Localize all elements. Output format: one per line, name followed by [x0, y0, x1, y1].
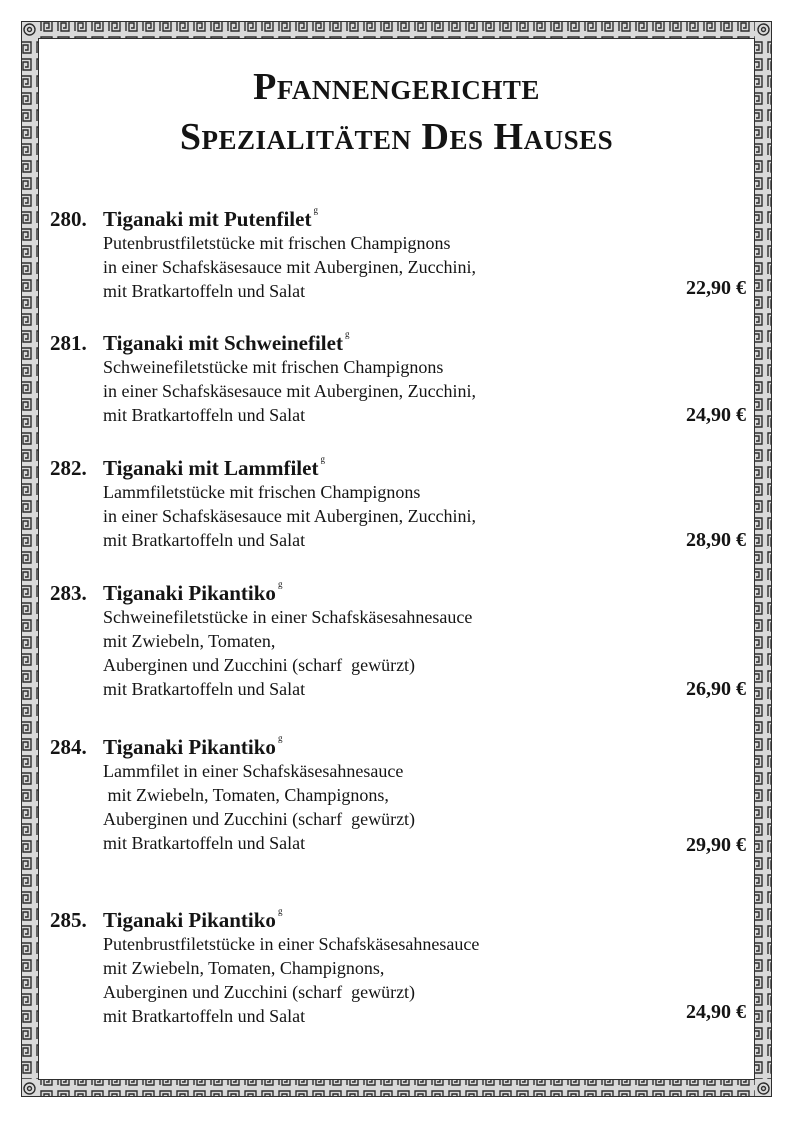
dish-price: 24,90 €: [686, 1001, 746, 1023]
description-line: Auberginen und Zucchini (scharf gewürzt): [103, 655, 416, 675]
description-line: mit Zwiebeln, Tomaten, Champignons,: [103, 958, 385, 978]
dish-description: [103, 480, 750, 552]
dish-number: 281.: [50, 331, 87, 355]
description-line: Lammfiletstücke mit frischen Champignons: [103, 482, 421, 502]
dish-heading: [50, 322, 750, 355]
dish-heading: [50, 899, 750, 932]
description-line: mit Bratkartoffeln und Salat: [103, 281, 306, 301]
dish-number: 284.: [50, 735, 87, 759]
allergen-note: g: [320, 454, 325, 464]
description-line: Putenbrustfiletstücke in einer Schafskäsesahnesauce: [103, 934, 480, 954]
dish-number: 285.: [50, 908, 87, 932]
dish-description: [103, 932, 750, 1028]
dish-description: [103, 355, 750, 427]
dish-description: [103, 605, 750, 701]
menu-item: [50, 322, 750, 427]
description-line: Auberginen und Zucchini (scharf gewürzt): [103, 809, 416, 829]
menu-item: [50, 572, 750, 701]
allergen-note: g: [344, 329, 350, 339]
description-line: mit Zwiebeln, Tomaten, Champignons,: [103, 785, 389, 805]
menu-item: [50, 899, 750, 1028]
dish-price: 24,90 €: [686, 404, 746, 426]
dish-name: Tiganaki mit Putenfilet: [103, 207, 312, 231]
allergen-note: g: [277, 733, 283, 743]
description-line: in einer Schafskäsesauce mit Auberginen, Zucchini,: [103, 506, 477, 526]
dish-heading: [50, 726, 750, 759]
allergen-note: g: [277, 579, 283, 589]
menu-item: [50, 726, 750, 855]
description-line: in einer Schafskäsesauce mit Auberginen, Zucchini,: [103, 381, 477, 401]
description-line: Schweinefiletstücke in einer Schafskäsesahnesauce: [103, 607, 473, 627]
allergen-note: g: [313, 205, 318, 215]
dish-price: 26,90 €: [686, 678, 746, 700]
dish-heading: [50, 447, 750, 480]
description-line: Lammfilet in einer Schafskäsesahnesauce: [103, 761, 404, 781]
description-line: mit Zwiebeln, Tomaten,: [103, 631, 276, 651]
page-title: [0, 62, 793, 162]
dish-description: [103, 759, 750, 855]
dish-name: Tiganaki mit Lammfilet: [103, 456, 319, 480]
description-line: in einer Schafskäsesauce mit Auberginen, Zucchini,: [103, 257, 477, 277]
dish-name: Tiganaki Pikantiko: [103, 735, 276, 759]
dish-number: 282.: [50, 456, 87, 480]
dish-number: 283.: [50, 581, 87, 605]
page-title-line-1: Pfannengerichte: [253, 66, 540, 108]
allergen-note: g: [277, 906, 283, 916]
page-title-line-2: Spezialitäten Des Hauses: [179, 116, 614, 158]
dish-name: Tiganaki mit Schweinefilet: [103, 331, 343, 355]
dish-price: 28,90 €: [686, 529, 746, 551]
description-line: Putenbrustfiletstücke mit frischen Champignons: [103, 233, 451, 253]
menu-item: [50, 447, 750, 552]
description-line: Schweinefiletstücke mit frischen Champignons: [103, 357, 444, 377]
dish-description: [103, 231, 750, 303]
description-line: Auberginen und Zucchini (scharf gewürzt): [103, 982, 416, 1002]
dish-heading: [50, 572, 750, 605]
description-line: mit Bratkartoffeln und Salat: [103, 1006, 306, 1026]
menu-item: [50, 198, 750, 303]
description-line: mit Bratkartoffeln und Salat: [103, 405, 306, 425]
dish-number: 280.: [50, 207, 87, 231]
dish-name: Tiganaki Pikantiko: [103, 908, 276, 932]
description-line: mit Bratkartoffeln und Salat: [103, 530, 306, 550]
dish-price: 29,90 €: [686, 834, 746, 856]
description-line: mit Bratkartoffeln und Salat: [103, 833, 306, 853]
dish-heading: [50, 198, 750, 231]
dish-price: 22,90 €: [686, 277, 746, 299]
dish-name: Tiganaki Pikantiko: [103, 581, 276, 605]
description-line: mit Bratkartoffeln und Salat: [103, 679, 306, 699]
